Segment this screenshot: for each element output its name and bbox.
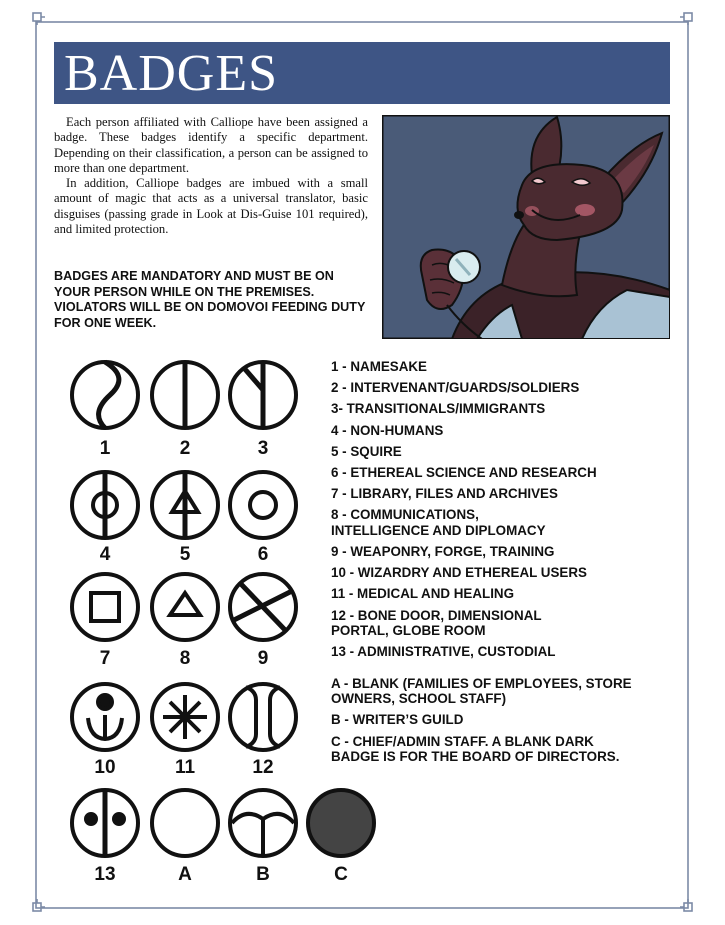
legend-item: 13 - ADMINISTRATIVE, CUSTODIAL <box>331 644 556 660</box>
legend-item: 5 - SQUIRE <box>331 443 402 459</box>
badge-2-symbol <box>152 362 218 428</box>
badge-5-symbol <box>152 472 218 538</box>
legend-item: 11 - MEDICAL AND HEALING <box>331 586 515 602</box>
badge-label: 6 <box>257 544 269 565</box>
badge-label: 3 <box>257 438 269 459</box>
badge-label: 5 <box>179 544 191 565</box>
legend-line: 12 - BONE DOOR, DIMENSIONAL <box>331 607 542 623</box>
badge-label: C <box>334 864 348 885</box>
title-banner <box>54 42 670 104</box>
legend-line: BADGE IS FOR THE BOARD OF DIRECTORS. <box>331 749 620 765</box>
badge-11-symbol <box>152 684 218 750</box>
legend-item: 9 - WEAPONRY, FORGE, TRAINING <box>331 544 555 560</box>
badge-c-symbol <box>308 790 374 856</box>
badge-label: 9 <box>257 648 269 669</box>
legend-item <box>331 676 671 707</box>
badge-8-symbol <box>152 574 218 640</box>
badge-13-symbol <box>72 790 138 856</box>
legend-item <box>331 507 671 538</box>
legend-line: A - BLANK (FAMILIES OF EMPLOYEES, STORE <box>331 675 632 691</box>
badge-b-symbol <box>230 790 296 856</box>
page-title: BADGES <box>64 45 279 102</box>
legend-line: PORTAL, GLOBE ROOM <box>331 623 486 639</box>
legend-item <box>331 734 671 765</box>
badge-label: 8 <box>179 648 191 669</box>
legend-item: 7 - LIBRARY, FILES AND ARCHIVES <box>331 486 558 502</box>
mandatory-notice: BADGES ARE MANDATORY AND MUST BE ON YOUR PERSON WHILE ON THE PREMISES. VIOLATORS WILL BE ON DOMOVOI FEEDING DUTY FOR ONE WEEK. <box>54 269 366 330</box>
badge-label: 11 <box>174 757 196 778</box>
badge-label: 7 <box>99 648 111 669</box>
badge-label: 13 <box>94 864 116 885</box>
badge-1-symbol <box>72 362 138 428</box>
character-illustration <box>382 115 670 339</box>
legend-line: C - CHIEF/ADMIN STAFF. A BLANK DARK <box>331 733 594 749</box>
legend-item: 4 - NON-HUMANS <box>331 422 444 438</box>
badge-9-symbol <box>230 574 296 640</box>
badge-legend <box>331 359 671 770</box>
intro-paragraph: Each person affiliated with Calliope have been assigned a badge. These badges identify a specific department. Depending on their classification, a person can be assigned to more than one department. <box>54 115 368 175</box>
legend-line: OWNERS, SCHOOL STAFF) <box>331 691 507 707</box>
legend-line: INTELLIGENCE AND DIPLOMACY <box>331 522 546 538</box>
badge-label: 4 <box>99 544 111 565</box>
intro-text <box>54 115 368 237</box>
badge-label: B <box>256 864 270 885</box>
legend-line: 8 - COMMUNICATIONS, <box>331 507 479 523</box>
legend-item: 3- TRANSITIONALS/IMMIGRANTS <box>331 401 546 417</box>
badge-label: 10 <box>94 757 116 778</box>
badge-7-symbol <box>72 574 138 640</box>
badge-a-symbol <box>152 790 218 856</box>
badge-10-symbol <box>72 684 138 750</box>
badge-label: 2 <box>179 438 191 459</box>
badge-label: 1 <box>99 438 111 459</box>
badge-3-symbol <box>230 362 296 428</box>
badge-label: 12 <box>252 757 274 778</box>
legend-item: 1 - NAMESAKE <box>331 359 427 374</box>
legend-item: 2 - INTERVENANT/GUARDS/SOLDIERS <box>331 380 580 396</box>
legend-item: 6 - ETHEREAL SCIENCE AND RESEARCH <box>331 464 597 480</box>
legend-item: 10 - WIZARDRY AND ETHEREAL USERS <box>331 565 587 581</box>
legend-item <box>331 608 671 639</box>
badge-12-symbol <box>230 684 296 750</box>
badge-4-symbol <box>72 472 138 538</box>
badge-label: A <box>178 864 192 885</box>
badge-6-symbol <box>230 472 296 538</box>
legend-item: B - WRITER’S GUILD <box>331 712 464 728</box>
intro-paragraph: In addition, Calliope badges are imbued with a small amount of magic that acts as a universal translator, basic disguises (passing grade in Look at Dis-Guise 101 required), and limited protection. <box>54 176 368 237</box>
